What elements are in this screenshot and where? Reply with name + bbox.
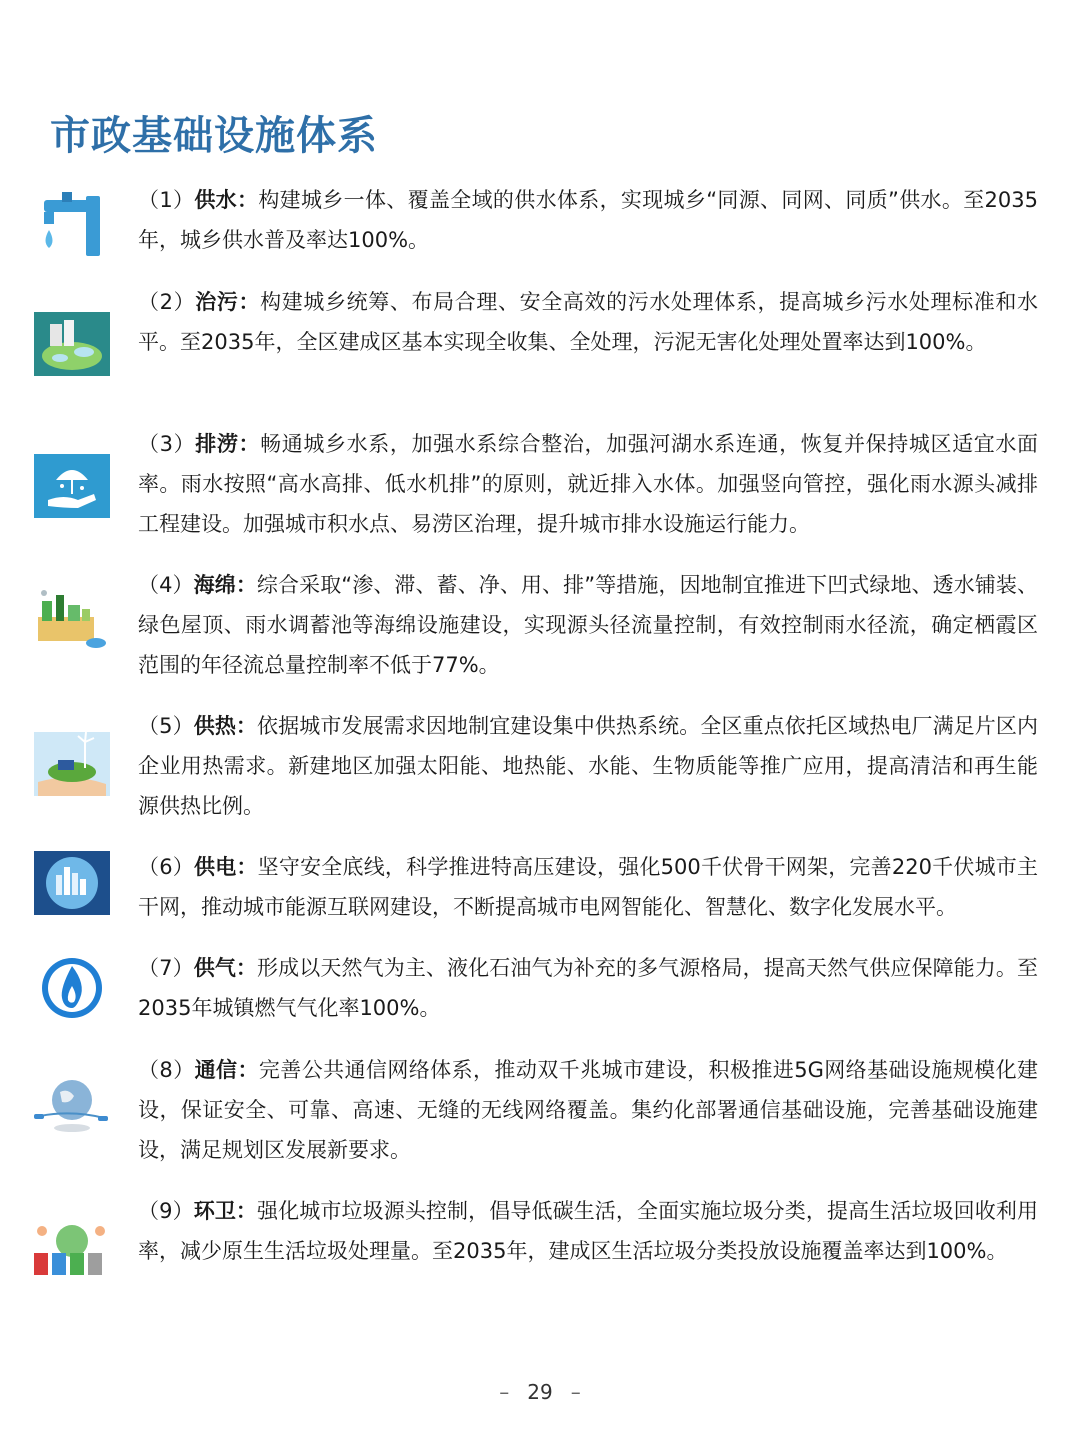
sponge-city-icon (34, 587, 110, 651)
renewable-energy-icon (34, 732, 110, 796)
water-tap-icon (34, 192, 110, 256)
footer-dash-left: – (499, 1380, 510, 1404)
sewage-plant-icon (34, 312, 110, 376)
power-city-icon (34, 851, 110, 915)
recycling-bins-icon (34, 1219, 110, 1283)
network-globe-icon (34, 1074, 110, 1138)
umbrella-hand-icon (34, 454, 110, 518)
page-title: 市政基础设施体系 (50, 113, 378, 159)
gas-flame-icon (34, 956, 110, 1020)
footer-dash-right: – (570, 1380, 581, 1404)
page-footer (0, 1380, 1080, 1404)
page-number: 29 (527, 1380, 553, 1404)
